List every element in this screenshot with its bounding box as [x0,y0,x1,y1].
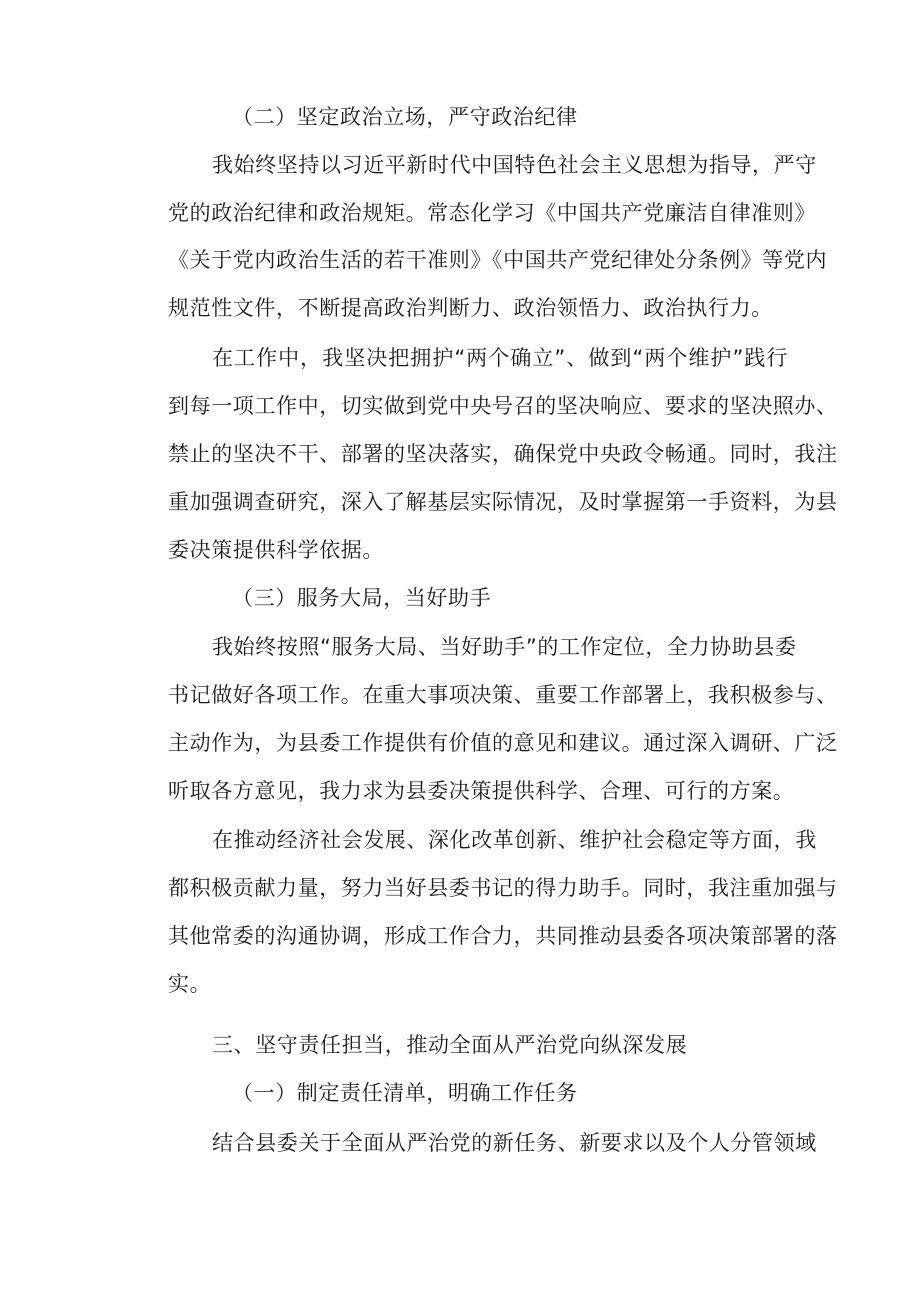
section-heading-responsibility: 三、坚守责任担当，推动全面从严治党向纵深发展 [212,1033,688,1057]
paragraph-line: 听取各方意见，我力求为县委决策提供科学、合理、可行的方案。 [168,779,795,803]
paragraph-line: 实。 [168,972,212,996]
paragraph-line: 结合县委关于全面从严治党的新任务、新要求以及个人分管领域 [212,1131,817,1155]
paragraph-line: 书记做好各项工作。在重大事项决策、重要工作部署上，我积极参与、 [168,683,838,707]
paragraph-line: 在工作中，我坚决把拥护“两个确立”、做到“两个维护”践行 [212,346,788,370]
paragraph-line: 重加强调查研究，深入了解基层实际情况，及时掌握第一手资料，为县 [168,490,838,514]
subheading-serve-overall: （三）服务大局，当好助手 [232,586,492,610]
subheading-responsibility-list: （一）制定责任清单，明确工作任务 [232,1081,578,1105]
paragraph-line: 《关于党内政治生活的若干准则》《中国共产党纪律处分条例》等党内 [168,248,828,272]
paragraph-line: 主动作为，为县委工作提供有价值的意见和建议。通过深入调研、广泛 [168,731,838,755]
paragraph-line: 其他常委的沟通协调，形成工作合力，共同推动县委各项决策部署的落 [168,924,838,948]
paragraph-line: 禁止的坚决不干、部署的坚决落实，确保党中央政令畅通。同时，我注 [168,442,838,466]
paragraph-line: 在推动经济社会发展、深化改革创新、维护社会稳定等方面，我 [212,828,817,852]
paragraph-line: 规范性文件，不断提高政治判断力、政治领悟力、政治执行力。 [168,296,773,320]
paragraph-line: 我始终坚持以习近平新时代中国特色社会主义思想为指导，严守 [212,153,817,177]
paragraph-line: 委决策提供科学依据。 [168,538,384,562]
subheading-political-stance: （二）坚定政治立场，严守政治纪律 [232,105,578,129]
paragraph-line: 到每一项工作中，切实做到党中央号召的坚决响应、要求的坚决照办、 [168,394,838,418]
paragraph-line: 党的政治纪律和政治规矩。常态化学习《中国共产党廉洁自律准则》 [168,201,816,225]
paragraph-line: 我始终按照“服务大局、当好助手”的工作定位，全力协助县委 [212,635,797,659]
paragraph-line: 都积极贡献力量，努力当好县委书记的得力助手。同时，我注重加强与 [168,876,838,900]
